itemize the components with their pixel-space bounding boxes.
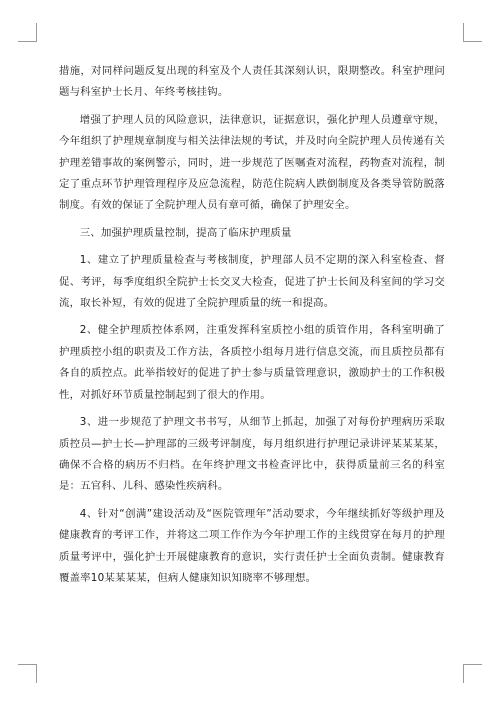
document-body xyxy=(59,61,445,595)
paragraph-item-3: 3、进一步规范了护理文书书写，从细节上抓起，加强了对每份护理病历采取质控员—护士长—护理部的三级考评制度，每月组织进行护理记录讲评某某某某，确保不合格的病历不归档。在年终护理文书检查评比中，获得质量前三名的科室是：五官科、儿科、感染性疾病科。 xyxy=(59,416,445,493)
crop-mark-top-left xyxy=(18,23,37,42)
crop-mark-top-right xyxy=(463,23,482,42)
paragraph-item-2: 2、健全护理质控体系网，注重发挥科室质控小组的质管作用，各科室明确了护理质控小组的职责及工作方法，各质控小组每月进行信息交流，而且质控员都有各自的质控点。此举指较好的促进了护士参与质量管理意识，激励护士的工作积极性，对抓好环节质量控制起到了很大的作用。 xyxy=(59,324,445,401)
crop-mark-bottom-right xyxy=(463,664,482,683)
paragraph-item-1: 1、建立了护理质量检查与考核制度，护理部人员不定期的深入科室检查、督促、考评，每季度组织全院护士长交叉大检查，促进了护士长间及科室间的学习交流，取长补短，有效的促进了全院护理质量的统一和提高。 xyxy=(59,254,445,310)
paragraph-risk-awareness: 增强了护理人员的风险意识，法律意识，证据意识，强化护理人员遵章守规，今年组织了护理规章制度与相关法律法规的考试，并及时向全院护理人员传递有关护理差错事故的案例警示，同时，进一步规范了医嘱查对流程，药物查对流程，制定了重点环节护理管理程序及应急流程，防范住院病人跌倒制度及各类导管防脱落制度。有效的保证了全院护理人员有章可循，确保了护理安全。 xyxy=(59,113,445,212)
paragraph-continuation: 措施，对同样问题反复出现的科室及个人责任其深刻认识，限期整改。科室护理问题与科室护士长月、年终考核挂钩。 xyxy=(59,65,445,99)
paragraph-item-4: 4、针对“创满”建设活动及“医院管理年”活动要求，今年继续抓好等级护理及健康教育的考评工作，并将这二项工作作为今年护理工作的主线贯穿在每月的护理质量考评中，强化护士开展健康教育的意识，实行责任护士全面负责制。健康教育覆盖率10某某某某，但病人健康知识知晓率不够理想。 xyxy=(59,507,445,584)
section-heading-quality-control: 三、加强护理质量控制，提高了临床护理质量 xyxy=(79,226,292,239)
crop-mark-bottom-left xyxy=(18,664,37,683)
